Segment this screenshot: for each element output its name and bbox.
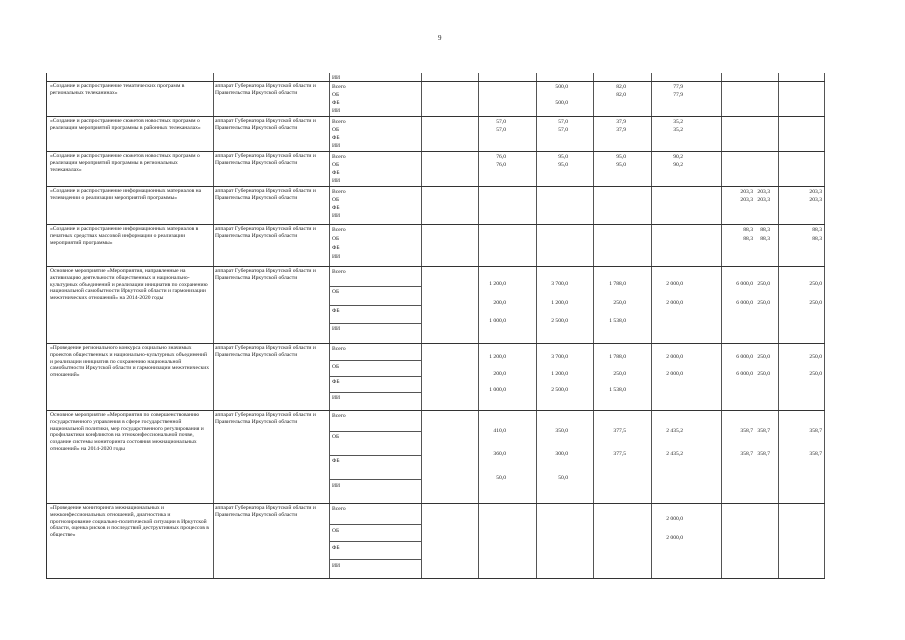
source-label: ИИ xyxy=(332,178,341,184)
value-cell: 203,3 xyxy=(809,197,822,203)
value-cell: 50,0 xyxy=(558,475,568,481)
value-cell: 2 435,2 xyxy=(666,451,683,457)
page-number: 9 xyxy=(438,34,442,42)
value-cell: 57,0 xyxy=(496,119,506,125)
value-cell: 57,0 xyxy=(558,127,568,133)
value-cell: 57,0 xyxy=(558,119,568,125)
value-cell: 203,3 xyxy=(757,189,770,195)
source-label: ФБ xyxy=(332,245,340,251)
source-label: ФБ xyxy=(332,308,340,314)
source-label: ФБ xyxy=(332,379,340,385)
value-cell: 77,9 xyxy=(673,84,683,90)
value-cell: 250,0 xyxy=(757,371,770,377)
value-cell: 360,0 xyxy=(493,451,506,457)
source-label: Всего xyxy=(332,189,346,195)
executor: аппарат Губернатора Иркутской области и Правительства Иркутской области xyxy=(215,188,316,201)
value-cell: 95,0 xyxy=(616,154,626,160)
value-cell: 6 000,0 xyxy=(736,281,753,287)
value-cell: 358,7 xyxy=(757,428,770,434)
source-label: ОБ xyxy=(332,92,340,98)
value-cell: 1 000,0 xyxy=(489,387,506,393)
value-cell: 2 435,2 xyxy=(666,428,683,434)
source-label: Всего xyxy=(332,346,346,352)
source-label: Всего xyxy=(332,413,346,419)
source-label: ОБ xyxy=(332,127,340,133)
value-cell: 82,0 xyxy=(616,84,626,90)
value-cell: 203,3 xyxy=(740,197,753,203)
row-separator xyxy=(329,559,421,560)
value-cell: 250,0 xyxy=(809,354,822,360)
value-cell: 377,5 xyxy=(613,428,626,434)
source-label: ФБ xyxy=(332,205,340,211)
value-cell: 2 500,0 xyxy=(551,387,568,393)
value-cell: 37,9 xyxy=(616,119,626,125)
row-separator xyxy=(47,116,825,117)
source-label: ИИ xyxy=(332,254,341,260)
source-label: ОБ xyxy=(332,528,340,534)
row-separator xyxy=(47,81,825,82)
value-cell: 1 200,0 xyxy=(489,281,506,287)
row-separator xyxy=(329,286,421,287)
row-separator xyxy=(47,186,825,187)
value-cell: 200,0 xyxy=(493,371,506,377)
value-cell: 377,5 xyxy=(613,451,626,457)
value-cell: 250,0 xyxy=(757,300,770,306)
source-label: Всего xyxy=(332,227,346,233)
row-separator xyxy=(329,392,421,393)
row-separator xyxy=(47,503,825,504)
value-cell: 250,0 xyxy=(809,371,822,377)
source-label: Всего xyxy=(332,119,346,125)
source-label: ОБ xyxy=(332,162,340,168)
row-separator xyxy=(329,541,421,542)
source-label: ФБ xyxy=(332,170,340,176)
value-cell: 35,2 xyxy=(673,127,683,133)
value-cell: 95,0 xyxy=(616,162,626,168)
row-separator xyxy=(47,266,825,267)
value-cell: 95,0 xyxy=(558,154,568,160)
value-cell: 1 538,0 xyxy=(609,387,626,393)
row-separator xyxy=(329,323,421,324)
value-cell: 358,7 xyxy=(809,428,822,434)
source-label: ИИ xyxy=(332,108,341,114)
executor: аппарат Губернатора Иркутской области и Правительства Иркутской области xyxy=(215,83,316,96)
value-cell: 82,0 xyxy=(616,92,626,98)
source-label: Всего xyxy=(332,269,346,275)
value-cell: 77,9 xyxy=(673,92,683,98)
executor: аппарат Губернатора Иркутской области и Правительства Иркутской области xyxy=(215,226,316,239)
value-cell: 2 000,0 xyxy=(666,300,683,306)
measure-name: Основное мероприятие «Мероприятия, направленные на активизацию деятельности общественных и национально-культурных объединений и реализации инициатив по сохранению национальной самобытности Иркутской области и гармонизации межэтнических отношений» на 2014-2020 годы xyxy=(50,268,208,302)
value-cell: 350,0 xyxy=(555,428,568,434)
source-label: ИИ xyxy=(332,395,341,401)
value-cell: 500,0 xyxy=(555,100,568,106)
value-cell: 358,7 xyxy=(809,451,822,457)
source-label: Всего xyxy=(332,84,346,90)
measure-name: «Создание и распространение сюжетов новостных программ о реализации мероприятий программы в районных телеканалах» xyxy=(50,118,201,131)
value-cell: 358,7 xyxy=(740,451,753,457)
value-cell: 6 000,0 xyxy=(736,354,753,360)
value-cell: 200,0 xyxy=(493,300,506,306)
row-separator xyxy=(329,431,421,432)
value-cell: 1 788,0 xyxy=(609,281,626,287)
executor: аппарат Губернатора Иркутской области и Правительства Иркутской области xyxy=(215,118,316,131)
value-cell: 2 000,0 xyxy=(666,354,683,360)
value-cell: 76,0 xyxy=(496,162,506,168)
row-separator xyxy=(47,151,825,152)
value-cell: 500,0 xyxy=(555,84,568,90)
source-label: ИИ xyxy=(332,213,341,219)
value-cell: 35,2 xyxy=(673,119,683,125)
source-label: ФБ xyxy=(332,458,340,464)
measure-name: «Создание и распространение сюжетов новостных программ о реализации мероприятий программы в региональных телеканалах» xyxy=(50,153,200,173)
executor: аппарат Губернатора Иркутской области и Правительства Иркутской области xyxy=(215,505,316,518)
value-cell: 358,7 xyxy=(757,451,770,457)
value-cell: 2 000,0 xyxy=(666,516,683,522)
value-cell: 1 788,0 xyxy=(609,354,626,360)
value-cell: 250,0 xyxy=(757,354,770,360)
source-label: ИИ xyxy=(332,483,341,489)
value-cell: 1 200,0 xyxy=(551,371,568,377)
source-label: ФБ xyxy=(332,100,340,106)
value-cell: 95,0 xyxy=(558,162,568,168)
value-cell: 88,3 xyxy=(760,227,770,233)
measure-name: «Проведение мониторинга межнациональных и межконфессиональных отношений, диагностика и прогнозирование социально-политической ситуации в Иркутской области, оценка рисков и последствий деструктивных процессов в обществе» xyxy=(50,505,209,539)
row-separator xyxy=(329,524,421,525)
value-cell: 1 538,0 xyxy=(609,318,626,324)
value-cell: 90,2 xyxy=(673,162,683,168)
source-label: Всего xyxy=(332,506,346,512)
value-cell: 57,0 xyxy=(496,127,506,133)
value-cell: 2 500,0 xyxy=(551,318,568,324)
value-cell: 88,3 xyxy=(812,227,822,233)
source-label: ИИ xyxy=(332,143,341,149)
value-cell: 6 000,0 xyxy=(736,300,753,306)
measure-name: «Создание и распространение тематических программ в региональных телеканинах» xyxy=(50,83,185,96)
source-label: ОБ xyxy=(332,434,340,440)
row-separator xyxy=(329,360,421,361)
value-cell: 6 000,0 xyxy=(736,371,753,377)
source-label: ФБ xyxy=(332,135,340,141)
value-cell: 3 700,0 xyxy=(551,281,568,287)
value-cell: 1 200,0 xyxy=(551,300,568,306)
measure-name: «Создание и распространение информационных материалов на телевидении о реализации мероприятий программы» xyxy=(50,188,202,201)
value-cell: 37,9 xyxy=(616,127,626,133)
value-cell: 250,0 xyxy=(809,281,822,287)
value-cell: 203,3 xyxy=(809,189,822,195)
budget-table xyxy=(46,73,825,579)
source-label: ОБ xyxy=(332,236,340,242)
executor: аппарат Губернатора Иркутской области и Правительства Иркутской области xyxy=(215,345,316,358)
value-cell: 88,3 xyxy=(743,227,753,233)
value-cell: 2 000,0 xyxy=(666,281,683,287)
value-cell: 3 700,0 xyxy=(551,354,568,360)
value-cell: 50,0 xyxy=(496,475,506,481)
row-separator xyxy=(329,479,421,480)
value-cell: 203,3 xyxy=(757,197,770,203)
value-cell: 410,0 xyxy=(493,428,506,434)
source-label: ОБ xyxy=(332,364,340,370)
value-cell: 300,0 xyxy=(555,451,568,457)
row-separator xyxy=(329,376,421,377)
measure-name: «Проведение регионального конкурса социально значимых проектов общественных и национально-культурных объединений и реализации инициатив по сохранению национальной самобытности Иркутской области и гармонизации межэтнических отношений» xyxy=(50,345,210,379)
row-separator xyxy=(47,224,825,225)
value-cell: 2 000,0 xyxy=(666,371,683,377)
source-label: ОБ xyxy=(332,197,340,203)
value-cell: 88,3 xyxy=(812,236,822,242)
value-cell: 250,0 xyxy=(809,300,822,306)
value-cell: 88,3 xyxy=(743,236,753,242)
value-cell: 90,2 xyxy=(673,154,683,160)
value-cell: 250,0 xyxy=(757,281,770,287)
executor: аппарат Губернатора Иркутской области и Правительства Иркутской области xyxy=(215,153,316,166)
value-cell: 250,0 xyxy=(613,300,626,306)
value-cell: 1 200,0 xyxy=(489,354,506,360)
row-separator xyxy=(47,410,825,411)
value-cell: 88,3 xyxy=(760,236,770,242)
source-label: ОБ xyxy=(332,289,340,295)
executor: аппарат Губернатора Иркутской области и Правительства Иркутской области xyxy=(215,268,316,281)
source-label: ИИ xyxy=(332,326,341,332)
source-label: ИИ xyxy=(332,75,341,81)
executor: аппарат Губернатора Иркутской области и Правительства Иркутской области xyxy=(215,412,316,425)
source-label: Всего xyxy=(332,154,346,160)
value-cell: 2 000,0 xyxy=(666,535,683,541)
value-cell: 1 000,0 xyxy=(489,318,506,324)
measure-name: «Создание и распространение информационных материалов в печатных средствах массовой информации о реализации мероприятий программы» xyxy=(50,226,199,246)
value-cell: 76,0 xyxy=(496,154,506,160)
value-cell: 250,0 xyxy=(613,371,626,377)
source-label: ИИ xyxy=(332,563,341,569)
source-label: ФБ xyxy=(332,545,340,551)
measure-name: Основное мероприятие «Мероприятия по совершенствованию государственного управления в сфере государственной национальной политики, мер государственного регулирования и профилактики конфликтов на этноконфессиональной почве, создание системы мониторинга состояния межнациональных отношений» на 2014-2020 годы xyxy=(50,412,204,452)
value-cell: 203,3 xyxy=(740,189,753,195)
row-separator xyxy=(47,343,825,344)
value-cell: 358,7 xyxy=(740,428,753,434)
row-separator xyxy=(329,455,421,456)
row-separator xyxy=(329,305,421,306)
